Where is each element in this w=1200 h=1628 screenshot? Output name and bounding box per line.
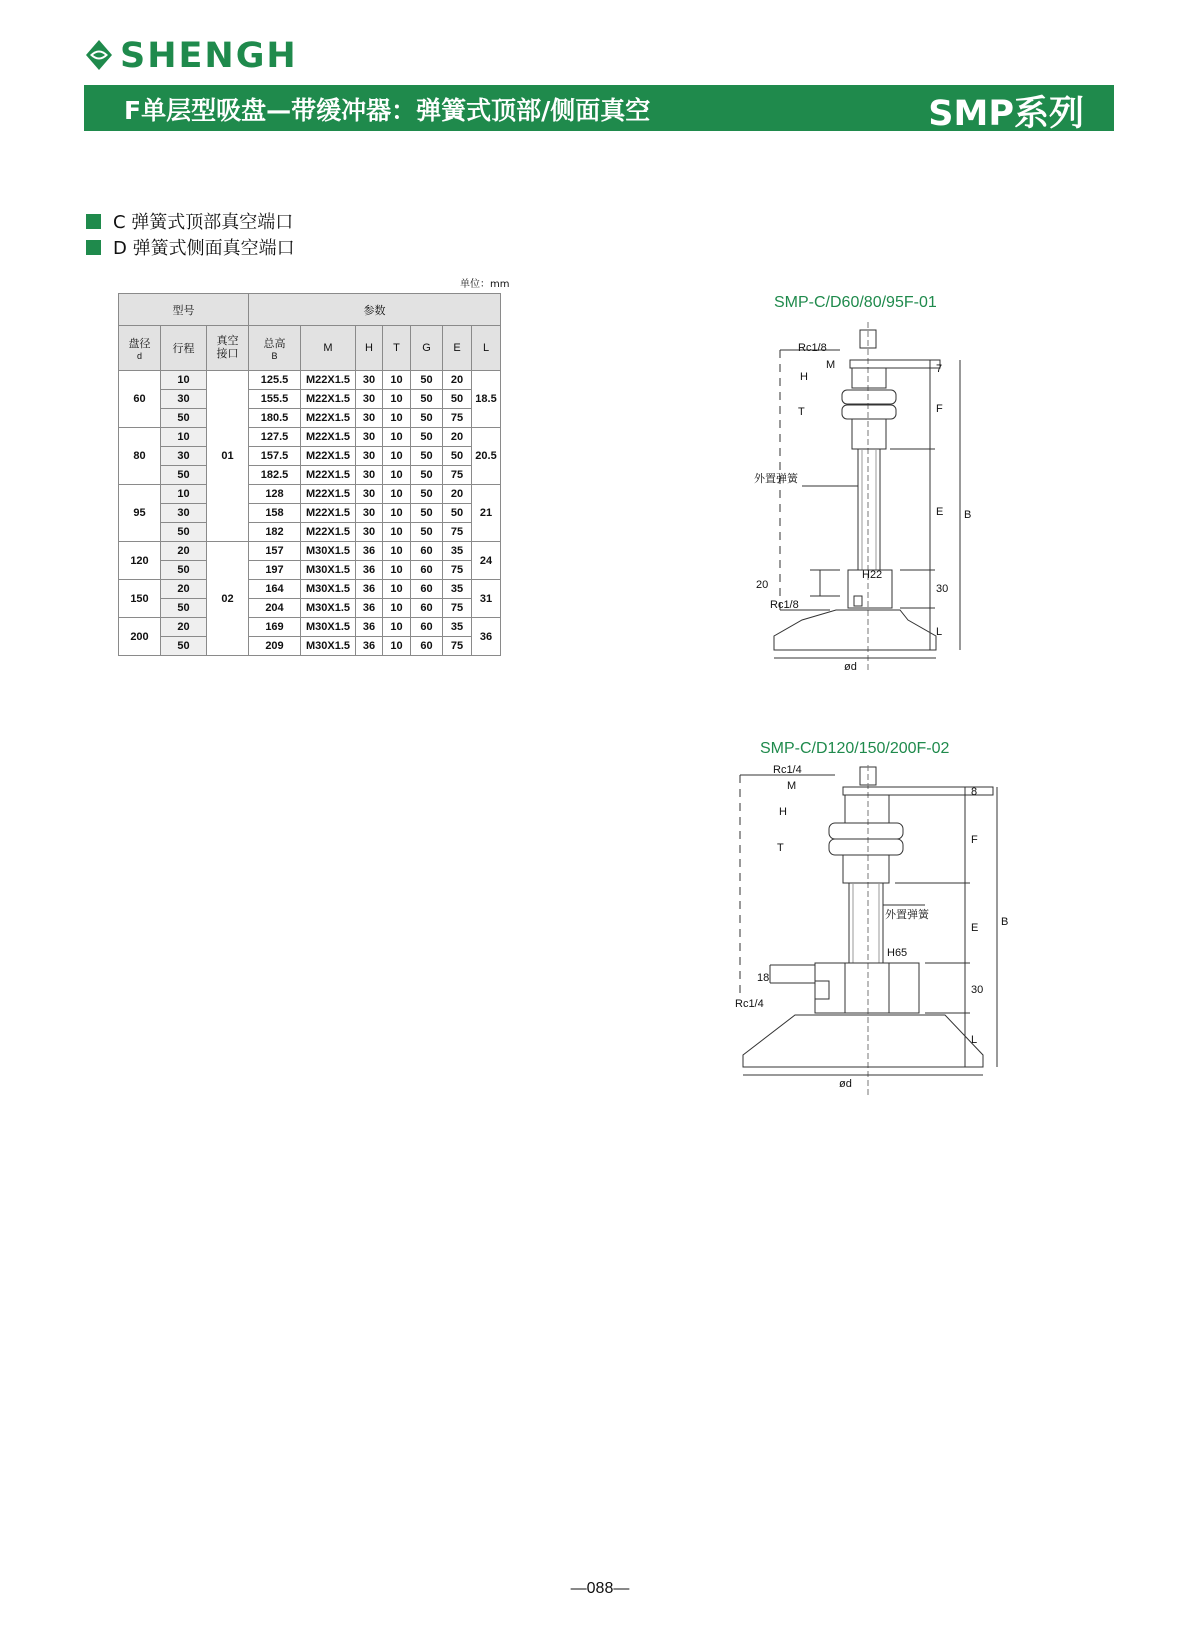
cell-height: 158 [249, 504, 301, 523]
cell-t: 10 [383, 409, 411, 428]
cell-stroke: 30 [161, 390, 207, 409]
cell-m: M22X1.5 [301, 504, 356, 523]
label-rc-top: Rc1/4 [773, 765, 802, 776]
label-h: H [779, 806, 787, 818]
cell-h: 36 [356, 580, 383, 599]
cell-m: M22X1.5 [301, 390, 356, 409]
cell-h: 36 [356, 618, 383, 637]
label-t: T [777, 842, 784, 854]
label-b: B [964, 509, 972, 521]
label-b: B [1001, 916, 1009, 928]
cell-g: 50 [411, 390, 443, 409]
col-header-t: T [383, 326, 411, 371]
label-rc-top: Rc1/8 [798, 342, 827, 354]
label-e: E [936, 506, 944, 518]
cell-diameter: 80 [119, 428, 161, 485]
cell-height: 125.5 [249, 371, 301, 390]
label-m: M [826, 359, 836, 371]
cell-h: 30 [356, 428, 383, 447]
cell-t: 10 [383, 504, 411, 523]
table-row [119, 561, 501, 580]
label-dim8: 8 [971, 786, 978, 798]
table-row [119, 371, 501, 390]
label-t: T [798, 406, 805, 418]
cell-port: 01 [207, 371, 249, 542]
cell-diameter: 150 [119, 580, 161, 618]
cell-m: M30X1.5 [301, 542, 356, 561]
col-header-port: 真空接口 [207, 326, 249, 371]
cell-h: 36 [356, 637, 383, 656]
cell-diameter: 60 [119, 371, 161, 428]
series-name: SMP系列 [928, 94, 1084, 134]
label-dim30: 30 [971, 984, 984, 996]
diagram-title-1: SMP-C/D60/80/95F-01 [774, 294, 937, 311]
cell-stroke: 30 [161, 504, 207, 523]
cell-t: 10 [383, 542, 411, 561]
cell-height: 209 [249, 637, 301, 656]
cell-m: M30X1.5 [301, 580, 356, 599]
cell-l: 18.5 [472, 371, 501, 428]
cell-m: M22X1.5 [301, 466, 356, 485]
col-header-g: G [411, 326, 443, 371]
cell-stroke: 50 [161, 637, 207, 656]
cell-t: 10 [383, 580, 411, 599]
cell-stroke: 10 [161, 371, 207, 390]
table-row [119, 542, 501, 561]
cell-e: 75 [443, 466, 472, 485]
cell-l: 24 [472, 542, 501, 580]
col-header-e: E [443, 326, 472, 371]
table-row [119, 580, 501, 599]
col-header-l: L [472, 326, 501, 371]
cell-t: 10 [383, 523, 411, 542]
cell-h: 30 [356, 409, 383, 428]
cell-h: 36 [356, 542, 383, 561]
bullet-item-d [86, 234, 295, 260]
label-e: E [971, 922, 979, 934]
cell-height: 157.5 [249, 447, 301, 466]
square-bullet-icon [86, 214, 101, 229]
cell-stroke: 10 [161, 485, 207, 504]
logo-icon [84, 38, 114, 74]
table-row [119, 390, 501, 409]
cell-g: 60 [411, 599, 443, 618]
cell-e: 75 [443, 523, 472, 542]
cell-m: M22X1.5 [301, 447, 356, 466]
table-row [119, 485, 501, 504]
table-row [119, 599, 501, 618]
label-dim7: 7 [936, 363, 943, 375]
cell-h: 30 [356, 485, 383, 504]
cell-stroke: 50 [161, 523, 207, 542]
cell-e: 75 [443, 409, 472, 428]
cell-l: 31 [472, 580, 501, 618]
cell-stroke: 50 [161, 599, 207, 618]
cell-g: 50 [411, 409, 443, 428]
table-row [119, 466, 501, 485]
label-f: F [971, 834, 978, 846]
label-hex: H65 [887, 947, 908, 959]
bullet-label: D 弹簧式侧面真空端口 [113, 238, 295, 259]
cell-h: 30 [356, 447, 383, 466]
label-f: F [936, 403, 943, 415]
cell-h: 36 [356, 599, 383, 618]
col-header-h: H [356, 326, 383, 371]
spec-table [118, 293, 501, 656]
square-bullet-icon [86, 240, 101, 255]
cell-m: M22X1.5 [301, 523, 356, 542]
label-diameter: ød [839, 1078, 852, 1090]
unit-label: 单位：mm [460, 279, 510, 290]
cell-diameter: 200 [119, 618, 161, 656]
cell-height: 182 [249, 523, 301, 542]
cell-t: 10 [383, 637, 411, 656]
cell-l: 21 [472, 485, 501, 542]
cell-port: 02 [207, 542, 249, 656]
cell-stroke: 10 [161, 428, 207, 447]
label-dim30: 30 [936, 583, 949, 595]
cell-height: 164 [249, 580, 301, 599]
cell-e: 20 [443, 428, 472, 447]
diagram-suction-cup-small [750, 320, 990, 690]
cell-height: 157 [249, 542, 301, 561]
label-l: L [971, 1034, 978, 1046]
col-header-height: 总高 B [249, 326, 301, 371]
cell-stroke: 50 [161, 561, 207, 580]
label-rc-side: Rc1/4 [735, 998, 764, 1010]
cell-g: 60 [411, 561, 443, 580]
cell-m: M22X1.5 [301, 428, 356, 447]
cell-g: 50 [411, 466, 443, 485]
cell-h: 30 [356, 390, 383, 409]
bullet-item-c [86, 208, 293, 234]
cell-t: 10 [383, 485, 411, 504]
cell-height: 180.5 [249, 409, 301, 428]
cell-e: 20 [443, 485, 472, 504]
cell-h: 30 [356, 504, 383, 523]
cell-height: 128 [249, 485, 301, 504]
cell-t: 10 [383, 618, 411, 637]
table-row [119, 428, 501, 447]
header-banner [84, 85, 1114, 134]
table-row [119, 523, 501, 542]
cell-stroke: 50 [161, 466, 207, 485]
label-m: M [787, 780, 797, 792]
cell-e: 35 [443, 580, 472, 599]
cell-l: 36 [472, 618, 501, 656]
cell-stroke: 50 [161, 409, 207, 428]
cell-g: 60 [411, 637, 443, 656]
label-h: H [800, 371, 808, 383]
table-row [119, 409, 501, 428]
table-row [119, 618, 501, 637]
cell-h: 30 [356, 523, 383, 542]
bullet-label: C 弹簧式顶部真空端口 [113, 212, 294, 233]
cell-m: M30X1.5 [301, 618, 356, 637]
cell-m: M30X1.5 [301, 599, 356, 618]
label-hex: H22 [862, 569, 883, 581]
cell-e: 75 [443, 561, 472, 580]
label-dim20: 20 [756, 579, 769, 591]
cell-e: 75 [443, 599, 472, 618]
brand-name: SHENGH [120, 36, 298, 76]
cell-e: 35 [443, 618, 472, 637]
cell-m: M22X1.5 [301, 371, 356, 390]
header-params: 参数 [249, 294, 501, 326]
cell-height: 197 [249, 561, 301, 580]
cell-g: 50 [411, 447, 443, 466]
cell-h: 30 [356, 371, 383, 390]
cell-e: 75 [443, 637, 472, 656]
cell-t: 10 [383, 561, 411, 580]
cell-t: 10 [383, 466, 411, 485]
cell-e: 50 [443, 390, 472, 409]
table-row [119, 504, 501, 523]
cell-g: 50 [411, 485, 443, 504]
cell-g: 60 [411, 618, 443, 637]
col-header-stroke: 行程 [161, 326, 207, 371]
cell-diameter: 95 [119, 485, 161, 542]
cell-e: 35 [443, 542, 472, 561]
cell-height: 204 [249, 599, 301, 618]
cell-stroke: 20 [161, 542, 207, 561]
cell-stroke: 20 [161, 580, 207, 599]
label-spring: 外置弹簧 [754, 473, 798, 485]
cell-m: M22X1.5 [301, 409, 356, 428]
cell-g: 50 [411, 371, 443, 390]
label-l: L [936, 626, 943, 638]
page-title: F单层型吸盘—带缓冲器：弹簧式顶部/侧面真空 [124, 96, 651, 125]
cell-height: 155.5 [249, 390, 301, 409]
page-number: —088— [570, 1580, 630, 1597]
cell-height: 127.5 [249, 428, 301, 447]
cell-stroke: 20 [161, 618, 207, 637]
cell-stroke: 30 [161, 447, 207, 466]
cell-height: 169 [249, 618, 301, 637]
col-header-m: M [301, 326, 356, 371]
cell-l: 20.5 [472, 428, 501, 485]
cell-m: M30X1.5 [301, 637, 356, 656]
cell-diameter: 120 [119, 542, 161, 580]
cell-g: 60 [411, 580, 443, 599]
label-rc-side: Rc1/8 [770, 599, 799, 611]
cell-h: 30 [356, 466, 383, 485]
cell-g: 60 [411, 542, 443, 561]
label-diameter: ød [844, 661, 857, 673]
cell-g: 50 [411, 428, 443, 447]
cell-e: 50 [443, 447, 472, 466]
cell-e: 50 [443, 504, 472, 523]
diagram-suction-cup-large [735, 765, 1035, 1125]
cell-height: 182.5 [249, 466, 301, 485]
label-dim18: 18 [757, 972, 770, 984]
table-row [119, 447, 501, 466]
brand-logo [84, 36, 298, 76]
cell-m: M30X1.5 [301, 561, 356, 580]
diagram-title-2: SMP-C/D120/150/200F-02 [760, 740, 950, 757]
cell-t: 10 [383, 371, 411, 390]
table-row [119, 637, 501, 656]
cell-e: 20 [443, 371, 472, 390]
cell-g: 50 [411, 523, 443, 542]
cell-h: 36 [356, 561, 383, 580]
label-spring: 外置弹簧 [885, 909, 929, 921]
col-header-diameter: 盘径 d [119, 326, 161, 371]
cell-m: M22X1.5 [301, 485, 356, 504]
cell-t: 10 [383, 428, 411, 447]
cell-t: 10 [383, 599, 411, 618]
header-model: 型号 [119, 294, 249, 326]
cell-g: 50 [411, 504, 443, 523]
cell-t: 10 [383, 447, 411, 466]
cell-t: 10 [383, 390, 411, 409]
